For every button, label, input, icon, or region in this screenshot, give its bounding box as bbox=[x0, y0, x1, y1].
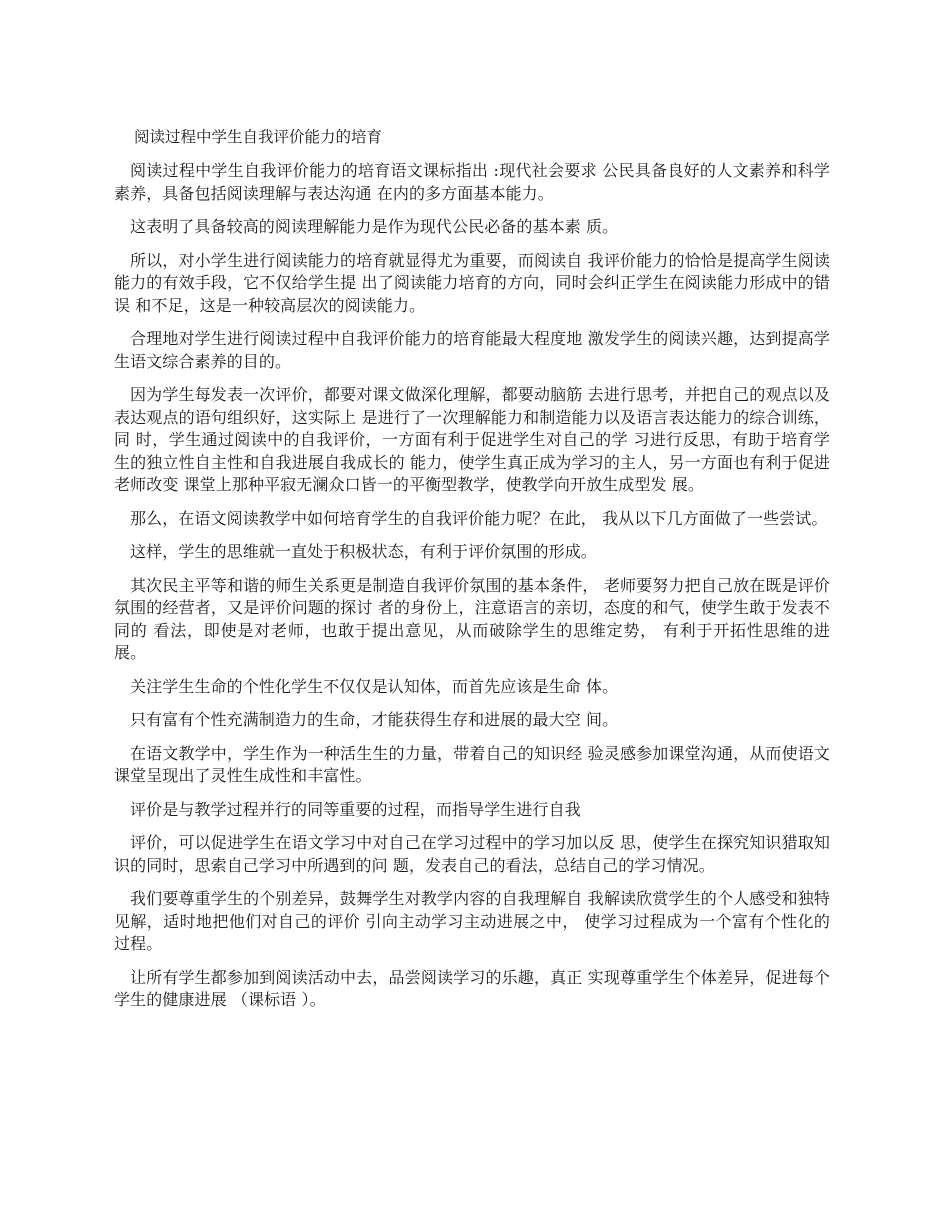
paragraph: 合理地对学生进行阅读过程中自我评价能力的培育能最大程度地 激发学生的阅读兴趣，达到提高学生语文综合素养的目的。 bbox=[114, 329, 830, 371]
paragraph: 评价，可以促进学生在语文学习中对自己在学习过程中的学习加以反 思，使学生在探究知识猎取知识的同时，思索自己学习中所遇到的问 题，发表自己的看法，总结自己的学习情况。 bbox=[114, 833, 830, 875]
paragraph: 评价是与教学过程并行的同等重要的过程，而指导学生进行自我 bbox=[130, 799, 581, 819]
paragraph: 只有富有个性充满制造力的生命，才能获得生存和进展的最大空 间。 bbox=[130, 710, 619, 729]
paragraph: 这表明了具备较高的阅读理解能力是作为现代公民必备的基本素 质。 bbox=[130, 217, 619, 236]
paragraph: 这样，学生的思维就一直处于积极状态，有利于评价氛围的形成。 bbox=[130, 542, 597, 561]
paragraph: 因为学生每发表一次评价，都要对课文做深化理解，都要动脑筋 去进行思考，并把自己的观点以及表达观点的语句组织好，这实际上 是进行了一次理解能力和制造能力以及语言表达能力的综合训练，同 时，学生通过阅读中的自我评价，一方面有利于促进学生对自己的学 习进行反思，有助于培育学生的独立性自主性和自我进展自我成长的 能力，使学生真正成为学习的主人，另一方面也有利于促进老师改变 课堂上那种平寂无澜众口皆一的平衡型教学，使教学向开放生成型发 展。 bbox=[114, 385, 830, 494]
paragraph: 所以，对小学生进行阅读能力的培育就显得尤为重要，而阅读自 我评价能力的恰恰是提高学生阅读能力的有效手段，它不仅给学生提 出了阅读能力培育的方向，同时会纠正学生在阅读能力形成中的错误 和不足，这是一种较高层次的阅读能力。 bbox=[114, 250, 830, 315]
paragraph: 在语文教学中，学生作为一种活生生的力量，带着自己的知识经 验灵感参加课堂沟通，从而使语文课堂呈现出了灵性生成性和丰富性。 bbox=[114, 743, 830, 785]
paragraph: 我们要尊重学生的个别差异，鼓舞学生对教学内容的自我理解自 我解读欣赏学生的个人感受和独特见解，适时地把他们对自己的评价 引向主动学习主动进展之中， 使学习过程成为一个富有个性化的过程。 bbox=[114, 889, 830, 953]
paragraph: 阅读过程中学生自我评价能力的培育语文课标指出 :现代社会要求 公民具备良好的人文素养和科学素养，具备包括阅读理解与表达沟通 在内的多方面基本能力。 bbox=[114, 161, 830, 203]
paragraph: 关注学生生命的个性化学生不仅仅是认知体，而首先应该是生命 体。 bbox=[130, 676, 619, 696]
document-page bbox=[114, 126, 830, 1023]
paragraph: 让所有学生都参加到阅读活动中去，品尝阅读学习的乐趣，真正 实现尊重学生个体差异，促进每个学生的健康进展 （课标语 ）。 bbox=[114, 967, 830, 1009]
paragraph: 其次民主平等和谐的师生关系更是制造自我评价氛围的基本条件， 老师要努力把自己放在既是评价氛围的经营者，又是评价问题的探讨 者的身份上，注意语言的亲切，态度的和气，使学生敢于发表不同的 看法，即使是对老师，也敢于提出意见，从而破除学生的思维定势， 有利于开拓性思维的进展。 bbox=[114, 575, 830, 662]
document-title: 阅读过程中学生自我评价能力的培育 bbox=[134, 128, 383, 146]
paragraph: 那么，在语文阅读教学中如何培育学生的自我评价能力呢？在此， 我从以下几方面做了一些尝试。 bbox=[130, 508, 828, 528]
